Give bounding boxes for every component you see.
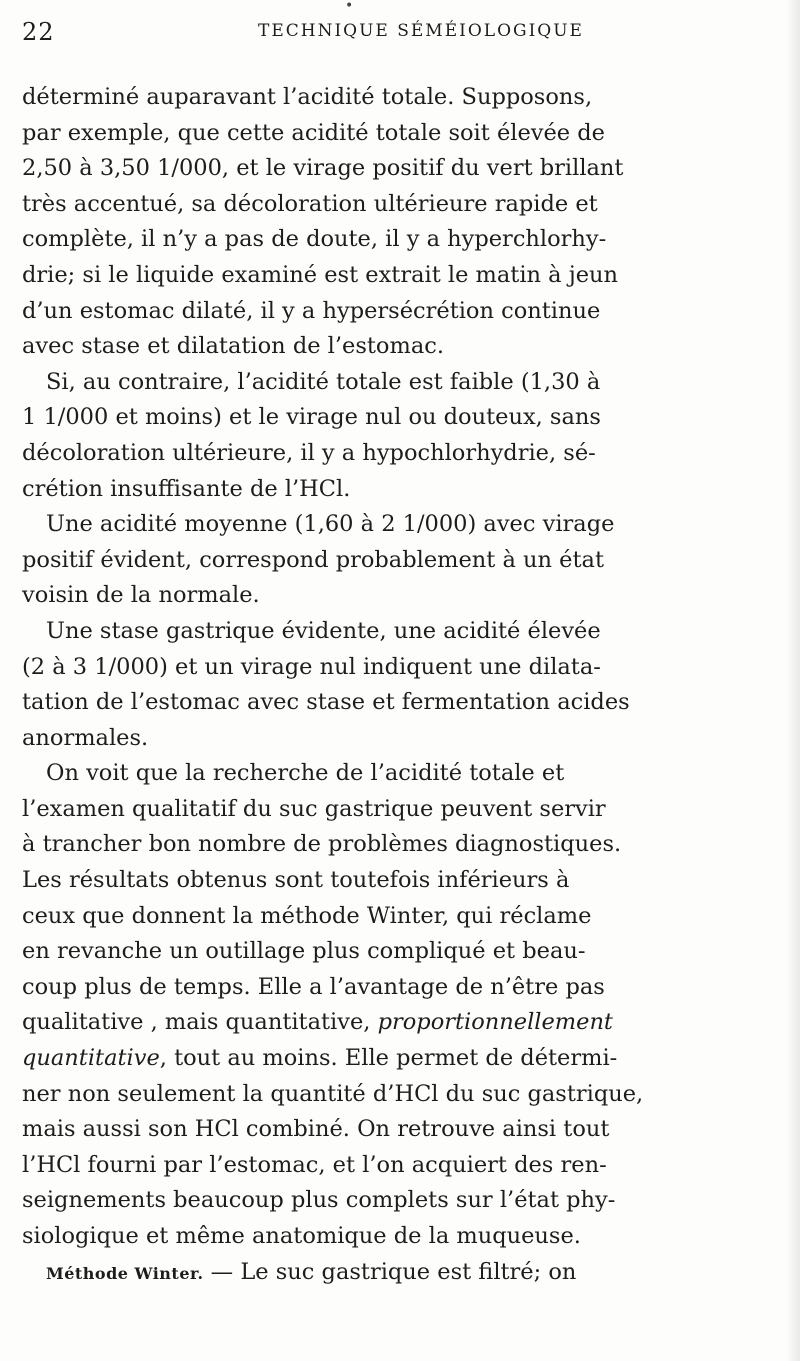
page-header bbox=[22, 0, 782, 48]
text-line: à trancher bon nombre de problèmes diagnostiques. bbox=[22, 831, 622, 858]
italic-term: proportionnellement bbox=[377, 1009, 613, 1036]
text-line: déterminé auparavant l’acidité totale. Supposons, bbox=[22, 84, 593, 110]
text-line: voisin de la normale. bbox=[22, 582, 260, 609]
text-line: Les résultats obtenus sont toutefois inférieurs à bbox=[22, 867, 570, 894]
text-line-part: qualitative , mais quantitative, bbox=[22, 1009, 378, 1036]
text-line: tation de l’estomac avec stase et fermentation acides bbox=[22, 689, 630, 716]
text-line: par exemple, que cette acidité totale soit élevée de bbox=[22, 119, 605, 146]
text-line: d’un estomac dilaté, il y a hypersécrétion continue bbox=[22, 297, 601, 324]
text-line: ceux que donnent la méthode Winter, qui réclame bbox=[22, 902, 592, 929]
text-line bbox=[22, 1005, 764, 1041]
text-line: seignements beaucoup plus complets sur l’état phy- bbox=[22, 1187, 616, 1214]
text-line: l’HCl fourni par l’estomac, et l’on acquiert des ren- bbox=[22, 1151, 607, 1178]
text-line bbox=[22, 1041, 764, 1077]
paragraph-start: On voit que la recherche de l’acidité totale et bbox=[46, 760, 565, 787]
text-line: mais aussi son HCl combiné. On retrouve ainsi tout bbox=[22, 1116, 610, 1143]
body-text bbox=[22, 80, 764, 1290]
page-number: 22 bbox=[22, 18, 55, 46]
top-mark: • bbox=[345, 0, 354, 14]
section-heading: Méthode Winter. bbox=[46, 1263, 204, 1283]
text-line: très accentué, sa décoloration ultérieure rapide et bbox=[22, 190, 598, 217]
text-line: positif évident, correspond probablement à un état bbox=[22, 546, 604, 573]
page-edge-shadow bbox=[786, 0, 800, 1361]
text-line: siologique et même anatomique de la muqueuse. bbox=[22, 1223, 581, 1249]
section-start bbox=[22, 1255, 764, 1291]
paragraph-start: Si, au contraire, l’acidité totale est faible (1,30 à bbox=[46, 368, 601, 395]
text-line-part: , tout au moins. Elle permet de détermi- bbox=[159, 1045, 618, 1072]
italic-term: quantitative bbox=[22, 1045, 160, 1072]
text-line: 1 1/000 et moins) et le virage nul ou douteux, sans bbox=[22, 404, 601, 431]
text-line: (2 à 3 1/000) et un virage nul indiquent une dilata- bbox=[22, 653, 601, 680]
text-line: coup plus de temps. Elle a l’avantage de n’être pas bbox=[22, 973, 605, 1000]
text-line-part: — Le suc gastrique est filtré; on bbox=[203, 1258, 577, 1285]
text-line: avec stase et dilatation de l’estomac. bbox=[22, 333, 444, 360]
text-line: anormales. bbox=[22, 724, 149, 751]
paragraph-start: Une stase gastrique évidente, une acidité élevée bbox=[46, 617, 601, 644]
text-line: l’examen qualitatif du suc gastrique peuvent servir bbox=[22, 795, 606, 822]
text-line: ner non seulement la quantité d’HCl du suc gastrique, bbox=[22, 1080, 644, 1107]
text-line: décoloration ultérieure, il y a hypochlorhydrie, sé- bbox=[22, 439, 596, 466]
text-line: complète, il n’y a pas de doute, il y a hyperchlorhy- bbox=[22, 226, 607, 253]
text-line: 2,50 à 3,50 1/000, et le virage positif du vert brillant bbox=[22, 155, 624, 182]
text-line: drie; si le liquide examiné est extrait le matin à jeun bbox=[22, 261, 619, 288]
text-line: crétion insuffisante de l’HCl. bbox=[22, 475, 351, 502]
paragraph-start: Une acidité moyenne (1,60 à 2 1/000) avec virage bbox=[46, 511, 615, 538]
running-title: TECHNIQUE SÉMÉIOLOGIQUE bbox=[258, 21, 584, 41]
text-line: en revanche un outillage plus compliqué et beau- bbox=[22, 938, 586, 965]
